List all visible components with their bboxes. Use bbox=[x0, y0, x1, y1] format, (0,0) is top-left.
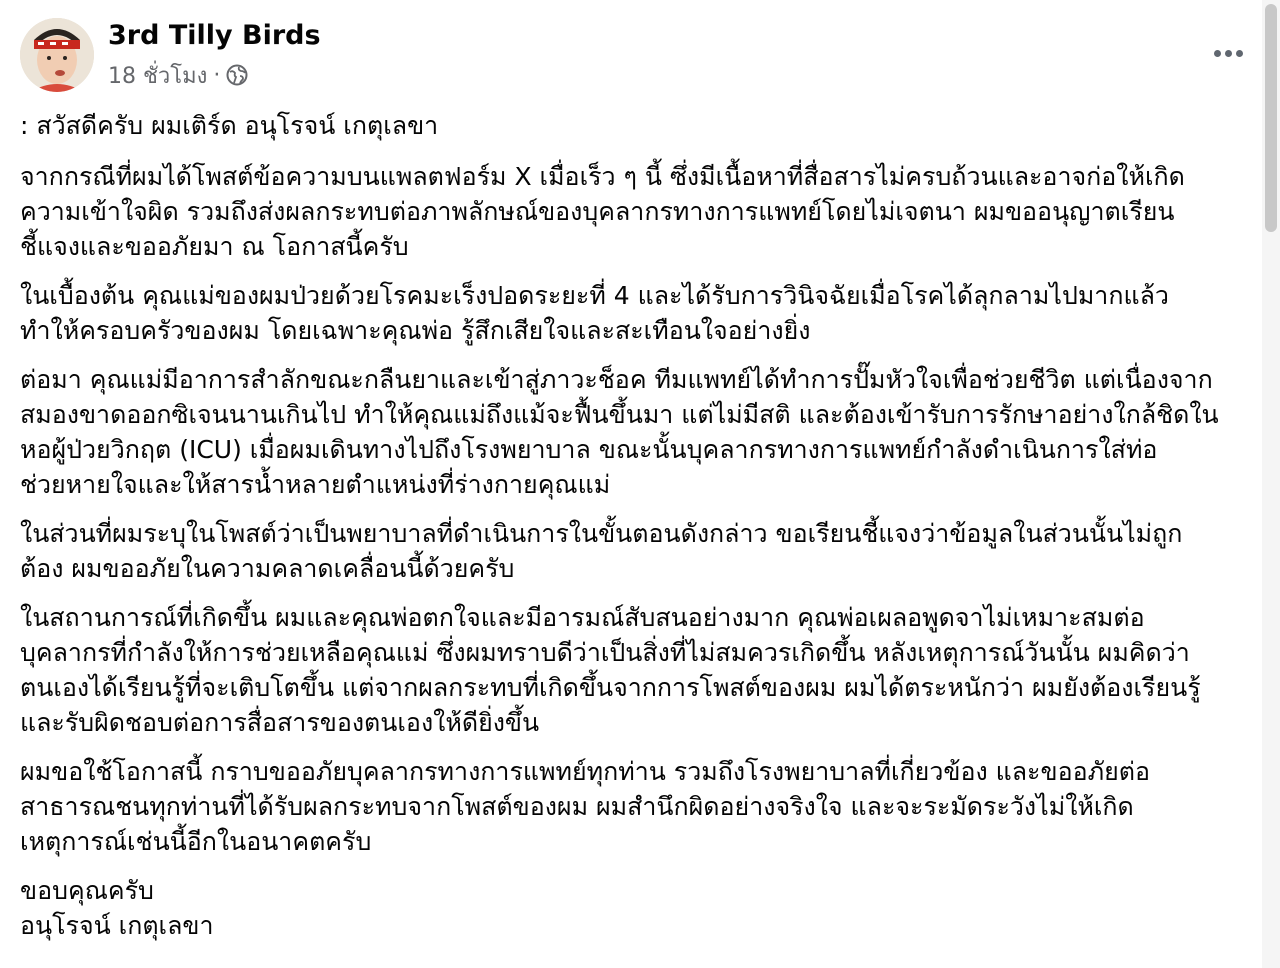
post-header bbox=[0, 0, 1280, 108]
paragraph-line: ในสถานการณ์ที่เกิดขึ้น ผมและคุณพ่อตกใจและมีอารมณ์สับสนอย่างมาก คุณพ่อเผลอพูดจาไม่เหมาะสมต่อ bbox=[20, 603, 1145, 632]
more-options-icon[interactable] bbox=[1204, 38, 1252, 68]
meta-separator: · bbox=[213, 62, 221, 88]
post-paragraph bbox=[20, 754, 1260, 859]
post-timestamp[interactable]: 18 ชั่วโมง bbox=[108, 63, 208, 89]
paragraph-line: หอผู้ป่วยวิกฤต (ICU) เมื่อผมเดินทางไปถึงโรงพยาบาล ขณะนั้นบุคลากรทางการแพทย์กำลังดำเนินการใส่ท่อ bbox=[20, 435, 1158, 464]
post-text bbox=[20, 108, 1260, 957]
avatar[interactable] bbox=[20, 18, 94, 92]
post-paragraph bbox=[20, 278, 1260, 348]
paragraph-line: จากกรณีที่ผมได้โพสต์ข้อความบนแพลตฟอร์ม X เมื่อเร็ว ๆ นี้ ซึ่งมีเนื้อหาที่สื่อสารไม่ครบถ้วนและอาจก่อให้เกิด bbox=[20, 162, 1185, 191]
scrollbar[interactable] bbox=[1262, 0, 1280, 968]
paragraph-line: ในส่วนที่ผมระบุในโพสต์ว่าเป็นพยาบาลที่ดำเนินการในขั้นตอนดังกล่าว ขอเรียนชี้แจงว่าข้อมูลในส่วนนั้นไม่ถูก bbox=[20, 519, 1183, 548]
paragraph-line: และรับผิดชอบต่อการสื่อสารของตนเองให้ดียิ่งขึ้น bbox=[20, 708, 540, 737]
paragraph-line: : สวัสดีครับ ผมเติร์ด อนุโรจน์ เกตุเลขา bbox=[20, 111, 439, 140]
paragraph-line: ช่วยหายใจและให้สารน้ำหลายตำแหน่งที่ร่างกายคุณแม่ bbox=[20, 470, 611, 499]
paragraph-line: สาธารณชนทุกท่านที่ได้รับผลกระทบจากโพสต์ของผม ผมสำนึกผิดอย่างจริงใจ และจะระมัดระวังไม่ให้เกิด bbox=[20, 792, 1134, 821]
paragraph-line: เหตุการณ์เช่นนี้อีกในอนาคตครับ bbox=[20, 827, 372, 856]
paragraph-line: อนุโรจน์ เกตุเลขา bbox=[20, 911, 214, 940]
post-paragraph bbox=[20, 600, 1260, 740]
paragraph-line: ขอบคุณครับ bbox=[20, 876, 154, 905]
paragraph-line: ความเข้าใจผิด รวมถึงส่งผลกระทบต่อภาพลักษณ์ของบุคลากรทางการแพทย์โดยไม่เจตนา ผมขออนุญาตเรียน bbox=[20, 197, 1175, 226]
paragraph-line: ชี้แจงและขออภัยมา ณ โอกาสนี้ครับ bbox=[20, 232, 409, 261]
paragraph-line: บุคลากรที่กำลังให้การช่วยเหลือคุณแม่ ซึ่งผมทราบดีว่าเป็นสิ่งที่ไม่สมควรเกิดขึ้น หลังเหตุการณ์วันนั้น ผมคิดว่า bbox=[20, 638, 1190, 667]
paragraph-line: ในเบื้องต้น คุณแม่ของผมป่วยด้วยโรคมะเร็งปอดระยะที่ 4 และได้รับการวินิจฉัยเมื่อโรคได้ลุกลามไปมากแล้ว bbox=[20, 281, 1169, 310]
paragraph-line: ตนเองได้เรียนรู้ที่จะเติบโตขึ้น แต่จากผลกระทบที่เกิดขึ้นจากการโพสต์ของผม ผมได้ตระหนักว่า ผมยังต้องเรียนรู้ bbox=[20, 673, 1201, 702]
post-paragraph bbox=[20, 159, 1260, 264]
avatar-image bbox=[20, 18, 94, 92]
post-paragraph bbox=[20, 516, 1260, 586]
paragraph-line: ทำให้ครอบครัวของผม โดยเฉพาะคุณพ่อ รู้สึกเสียใจและสะเทือนใจอย่างยิ่ง bbox=[20, 316, 811, 345]
post-paragraph bbox=[20, 873, 1260, 943]
author-name[interactable]: 3rd Tilly Birds bbox=[108, 20, 321, 51]
paragraph-line: ต้อง ผมขออภัยในความคลาดเคลื่อนนี้ด้วยครับ bbox=[20, 554, 515, 583]
globe-icon[interactable] bbox=[226, 64, 248, 86]
post-paragraph bbox=[20, 108, 1260, 143]
post-paragraph bbox=[20, 362, 1260, 502]
post-meta bbox=[108, 60, 248, 90]
paragraph-line: สมองขาดออกซิเจนนานเกินไป ทำให้คุณแม่ถึงแม้จะฟื้นขึ้นมา แต่ไม่มีสติ และต้องเข้ารับการรักษาอย่างใกล้ชิดใน bbox=[20, 400, 1219, 429]
paragraph-line: ต่อมา คุณแม่มีอาการสำลักขณะกลืนยาและเข้าสู่ภาวะช็อค ทีมแพทย์ได้ทำการปั๊มหัวใจเพื่อช่วยชีวิต แต่เนื่องจาก bbox=[20, 365, 1213, 394]
scrollbar-thumb[interactable] bbox=[1265, 4, 1277, 232]
paragraph-line: ผมขอใช้โอกาสนี้ กราบขออภัยบุคลากรทางการแพทย์ทุกท่าน รวมถึงโรงพยาบาลที่เกี่ยวข้อง และขออภัยต่อ bbox=[20, 757, 1150, 786]
